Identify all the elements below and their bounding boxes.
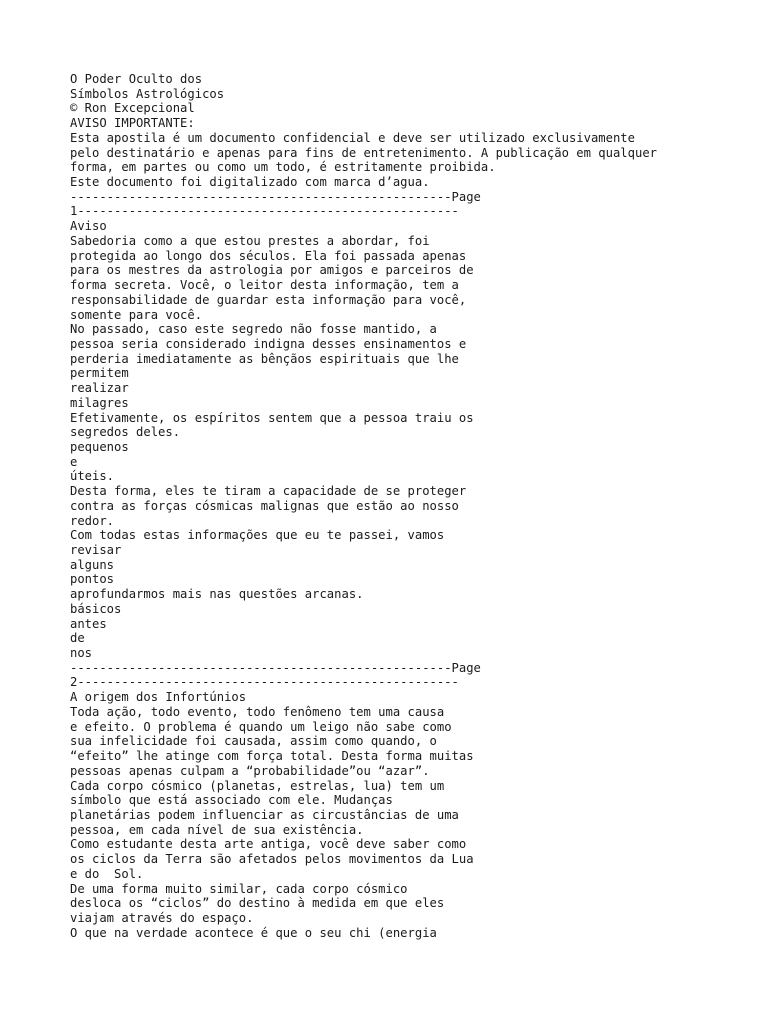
body-text-line: pessoa seria considerado indigna desses ensinamentos e <box>70 336 467 351</box>
body-text-line: forma secreta. Você, o leitor desta informação, tem a <box>70 278 459 293</box>
body-text-line: milagres <box>70 395 129 410</box>
body-text-line: contra as forças cósmicas malignas que estão ao nosso <box>70 498 459 513</box>
body-text-line: alguns <box>70 557 115 572</box>
body-text-line: No passado, caso este segredo não fosse mantido, a <box>70 322 437 337</box>
body-text-line: Com todas estas informações que eu te passei, vamos <box>70 528 445 543</box>
body-text-line: antes <box>70 616 107 631</box>
body-text-line: viajam através do espaço. <box>70 910 254 925</box>
body-text-line: Cada corpo cósmico (planetas, estrelas, lua) tem um <box>70 778 445 793</box>
body-text-line: realizar <box>70 381 129 396</box>
body-text-line: protegida ao longo dos séculos. Ela foi passada apenas <box>70 248 467 263</box>
body-text-line: Efetivamente, os espíritos sentem que a pessoa traiu os <box>70 410 474 425</box>
notice-text: Esta apostila é um documento confidencial e deve ser utilizado exclusivamente <box>70 130 635 145</box>
body-text-line: pequenos <box>70 439 129 454</box>
section-heading-aviso: Aviso <box>70 219 107 234</box>
body-text-line: úteis. <box>70 469 115 484</box>
notice-heading: AVISO IMPORTANTE: <box>70 116 195 131</box>
body-text-line: responsabilidade de guardar esta informação para você, <box>70 292 467 307</box>
body-text-line: e <box>70 454 78 469</box>
page-separator: ----------------------------------------------------Page <box>70 189 481 204</box>
body-text-line: revisar <box>70 543 122 557</box>
body-text-line: Toda ação, todo evento, todo fenômeno tem uma causa <box>70 704 445 719</box>
body-text-line: aprofundarmos mais nas questões arcanas. <box>70 587 364 602</box>
body-text-line: perderia imediatamente as bênçãos espirituais que lhe <box>70 351 459 366</box>
notice-text: forma, em partes ou como um todo, é estritamente proibida. <box>70 160 496 175</box>
notice-text: Este documento foi digitalizado com marca d’agua. <box>70 175 430 190</box>
body-text-line: e do Sol. <box>70 866 144 881</box>
body-text-line: e efeito. O problema é quando um leigo não sabe como <box>70 719 452 734</box>
body-text-line: Desta forma, eles te tiram a capacidade de se proteger <box>70 484 467 499</box>
doc-title-line-2: Símbolos Astrológicos <box>70 86 225 101</box>
page-separator: 1---------------------------------------------------- <box>70 204 459 219</box>
body-text-line: Sabedoria como a que estou prestes a abordar, foi <box>70 233 430 248</box>
body-text-line: pessoa, em cada nível de sua existência. <box>70 822 364 837</box>
body-text-line: redor. <box>70 513 115 528</box>
body-text-line: planetárias podem influenciar as circustâncias de uma <box>70 807 459 822</box>
doc-author: © Ron Excepcional <box>70 101 195 116</box>
body-text-line: símbolo que está associado com ele. Mudanças <box>70 793 393 808</box>
body-text-line: permitem <box>70 366 129 381</box>
body-text-line: de <box>70 631 85 646</box>
section-heading-origem: A origem dos Infortúnios <box>70 690 247 705</box>
body-text-line: “efeito” lhe atinge com força total. Desta forma muitas <box>70 749 474 764</box>
body-text-line: pontos <box>70 572 115 587</box>
notice-text: pelo destinatário e apenas para fins de entretenimento. A publicação em qualquer <box>70 145 657 160</box>
body-text-line: básicos <box>70 601 122 616</box>
body-text-line: nos <box>70 646 93 661</box>
page-separator: 2---------------------------------------------------- <box>70 675 459 690</box>
body-text-line: sua infelicidade foi causada, assim como quando, o <box>70 734 437 749</box>
body-text-line: segredos deles. <box>70 425 181 440</box>
body-text-line: O que na verdade acontece é que o seu chi (energia <box>70 925 437 940</box>
doc-title-line-1: O Poder Oculto dos <box>70 72 203 86</box>
body-text-line: Como estudante desta arte antiga, você deve saber como <box>70 837 467 852</box>
document-page <box>70 72 750 940</box>
body-text-line: desloca os “ciclos” do destino à medida em que eles <box>70 896 445 911</box>
body-text-line: somente para você. <box>70 307 203 322</box>
body-text-line: De uma forma muito similar, cada corpo cósmico <box>70 881 408 896</box>
body-text-line: para os mestres da astrologia por amigos e parceiros de <box>70 263 474 278</box>
page-separator: ----------------------------------------------------Page <box>70 660 481 675</box>
body-text-line: pessoas apenas culpam a “probabilidade”ou “azar”. <box>70 763 430 778</box>
body-text-line: os ciclos da Terra são afetados pelos movimentos da Lua <box>70 852 474 867</box>
